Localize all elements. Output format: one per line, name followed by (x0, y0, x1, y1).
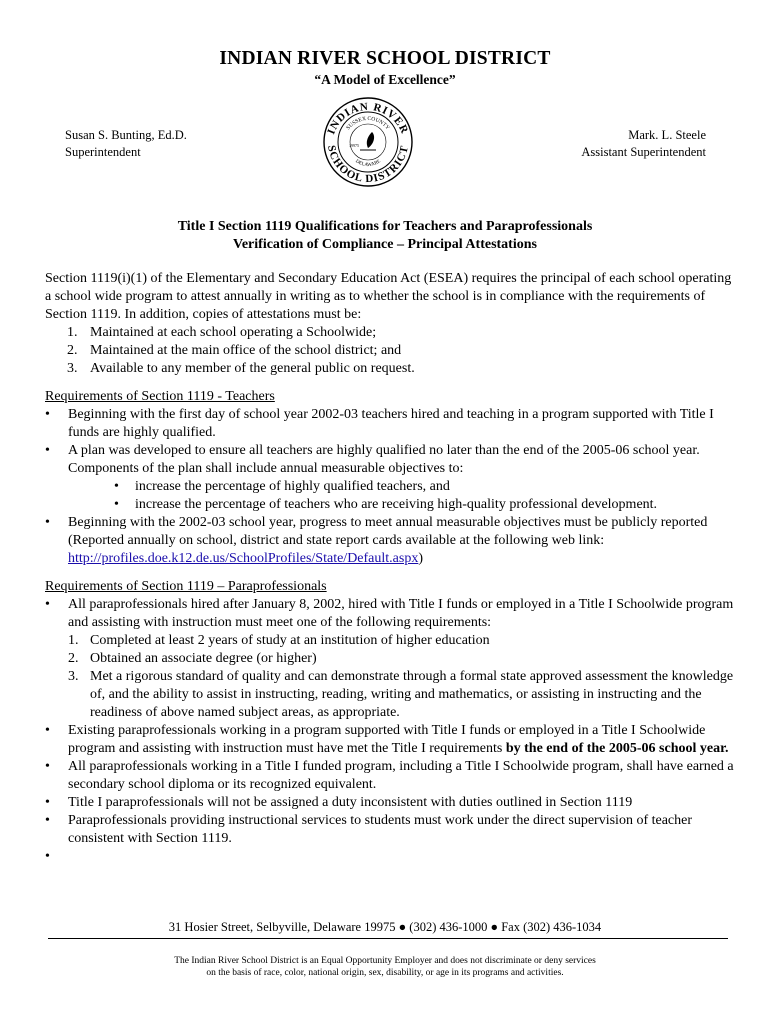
list-item: 2. Obtained an associate degree (or higher) (68, 651, 317, 666)
footer-divider (48, 938, 728, 939)
list-item: • Beginning with the first day of school year 2002-03 teachers hired and teaching in a program supported with Title I funds are highly qualified. (45, 407, 714, 440)
list-item: • Title I paraprofessionals will not be assigned a duty inconsistent with duties outlined in Section 1119 (45, 795, 633, 810)
list-item: • increase the percentage of highly qualified teachers, and (114, 479, 450, 494)
paraprofessionals-heading: Requirements of Section 1119 – Paraprofessionals (45, 579, 327, 594)
list-item: • Existing paraprofessionals working in a program supported with Title I funds or employed in a Title I Schoolwide program and assisting with instruction must have met the Title I requirements by the end of the 2005-06 school year. (45, 723, 729, 756)
list-item: • A plan was developed to ensure all teachers are highly qualified no later than the end of the 2005-06 school year. Components of the plan shall include annual measurable objectives to: • increase the percentage of highly qualified teachers, and • increase the percentage of teachers who are receiving high-quality professional development. (45, 442, 735, 514)
teachers-requirements (45, 406, 735, 568)
seal-zip-text: 19975 (349, 143, 359, 148)
bullet-icon: • (45, 723, 50, 738)
list-item: • increase the percentage of teachers who are receiving high-quality professional development. (114, 497, 658, 512)
attestation-list (45, 324, 735, 378)
document-title (0, 218, 770, 254)
seal-inner-text: SUSSEX COUNTY (345, 115, 391, 132)
qualification-options (68, 632, 735, 722)
bullet-icon: • (45, 597, 50, 612)
list-item: 2. Maintained at the main office of the school district; and (67, 343, 402, 358)
list-item: • Paraprofessionals providing instructional services to students must work under the direct supervision of teacher consistent with Section 1119. (45, 813, 693, 846)
svg-text:SUSSEX COUNTY (345, 116, 390, 131)
assistant-superintendent-block (581, 127, 706, 161)
paraprofessionals-requirements (45, 596, 735, 866)
document-title-line2: Verification of Compliance – Principal Attestations (233, 237, 537, 252)
seal-state-text: DELAWARE (354, 159, 382, 169)
teachers-heading: Requirements of Section 1119 - Teachers (45, 389, 275, 404)
list-item (45, 848, 735, 866)
list-item: • All paraprofessionals working in a Title I funded program, including a Title I Schoolwide program, shall have earned a secondary school diploma or its recognized equivalent. (45, 759, 734, 792)
list-item: 1. Completed at least 2 years of study at an institution of higher education (68, 633, 490, 648)
district-name: INDIAN RIVER SCHOOL DISTRICT (219, 48, 551, 69)
list-item: 3. Available to any member of the general public on request. (67, 361, 415, 376)
district-address: 31 Hosier Street, Selbyville, Delaware 19975 ● (302) 436-1000 ● Fax (302) 436-1034 (168, 920, 602, 934)
document-body (45, 270, 735, 866)
list-item: • All paraprofessionals hired after January 8, 2002, hired with Title I funds or employed in a Title I Schoolwide program and assisting with instruction must meet one of the following requirements: 1. Completed at least 2 years of study at an institution of higher education 2. Obtained an associate degree (or higher) 3. Met a rigorous standard of quality and can demonstrate through a formal state approved assessment the knowledge of, and the ability to assist in instructing, reading, writing and mathematics, or assisting in instructing and the readiness of above named subject areas, as appropriate. (45, 597, 734, 720)
bullet-icon: • (45, 759, 50, 774)
bullet-icon: • (45, 813, 50, 828)
bullet-icon: • (45, 515, 50, 530)
document-title-line1: Title I Section 1119 Qualifications for Teachers and Paraprofessionals (177, 219, 593, 234)
superintendent-title: Superintendent (65, 145, 141, 159)
svg-text:DELAWARE (354, 159, 382, 168)
bullet-icon: • (45, 443, 50, 458)
report-card-link[interactable]: http://profiles.doe.k12.de.us/SchoolProfiles/State/Default.aspx (68, 551, 419, 566)
assistant-superintendent-title: Assistant Superintendent (581, 145, 706, 159)
list-item: 3. Met a rigorous standard of quality and can demonstrate through a formal state approved assessment the knowledge of, and the ability to assist in instructing, reading, writing and mathematics, or assisting in instructing and the readiness of above named subject areas, as appropriate. (68, 669, 734, 720)
bullet-icon: • (45, 407, 50, 422)
intro-paragraph: Section 1119(i)(1) of the Elementary and Secondary Education Act (ESEA) requires the principal of each school operating a school wide program to attest annually in writing as to whether the school is in compliance with the requirements of Section 1119. In addition, copies of attestations must be: (45, 271, 732, 322)
seal-top-text: INDIAN RIVER (325, 100, 411, 137)
list-item: 1. Maintained at each school operating a Schoolwide; (67, 325, 377, 340)
district-seal-icon (314, 96, 422, 188)
bullet-icon: • (114, 479, 119, 494)
bullet-icon: • (45, 849, 50, 864)
list-item: • Beginning with the 2002-03 school year, progress to meet annual measurable objectives must be publicly reported (Reported annually on school, district and state report cards available at the following web link: http://profiles.doe.k12.de.us/SchoolProfiles/State/Default.aspx) (45, 515, 708, 566)
eeo-line2: on the basis of race, color, national origin, sex, disability, or age in its programs and activities. (206, 968, 564, 978)
objectives-list (68, 478, 735, 514)
superintendent-name: Susan S. Bunting, Ed.D. (65, 128, 187, 142)
bullet-icon: • (114, 497, 119, 512)
eeo-line1: The Indian River School District is an Equal Opportunity Employer and does not discriminate or deny services (174, 956, 596, 966)
seal-lamp-icon (367, 132, 374, 148)
bullet-icon: • (45, 795, 50, 810)
superintendent-block (65, 127, 187, 161)
seal-bottom-text: SCHOOL DISTRICT (325, 144, 411, 186)
assistant-superintendent-name: Mark. L. Steele (628, 128, 706, 142)
district-motto: “A Model of Excellence” (314, 72, 456, 87)
eeo-statement (0, 955, 770, 979)
